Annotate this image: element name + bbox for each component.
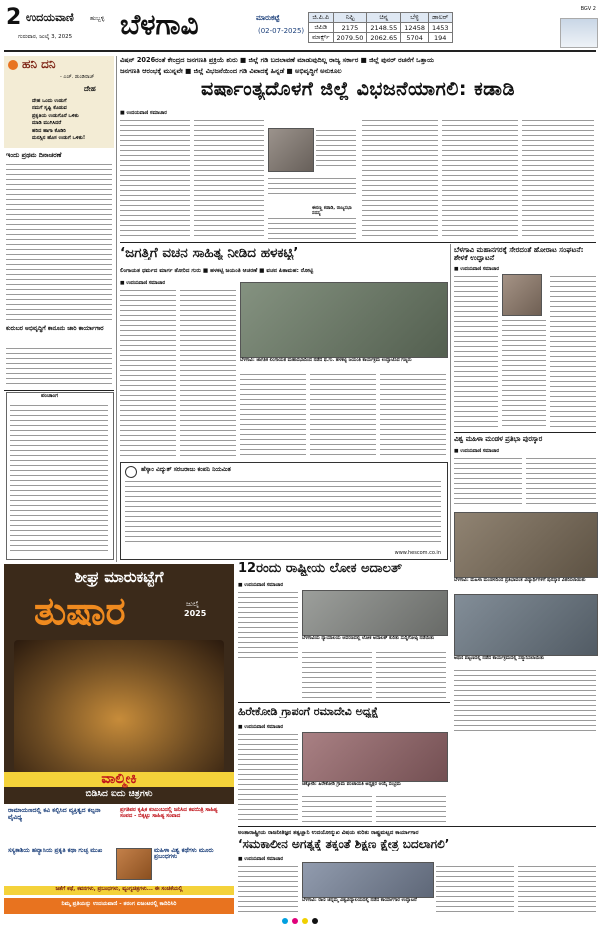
vishwa-col-2 — [526, 456, 596, 508]
lok-adalat-col-3 — [376, 650, 446, 700]
page-number: 2 — [6, 5, 22, 30]
lok-adalat-byline: ■ ಉದಯವಾಣಿ ಸಮಾಚಾರ — [238, 583, 284, 588]
mkt-cell: 1453 — [428, 23, 452, 33]
hirekodi-col-3 — [376, 794, 446, 822]
mkt-cell: ನಿಫ್ಟಿ — [333, 13, 367, 23]
notice-body — [125, 479, 441, 545]
hirekodi-photo — [302, 732, 448, 782]
vishwa-photo-2 — [454, 594, 598, 656]
honey-dani-box — [4, 56, 114, 148]
lead-col-3a — [268, 176, 356, 196]
panchanga-box — [6, 392, 114, 560]
mkt-cell: ಡಾಲರ್ — [428, 13, 452, 23]
poem-line: ಮಾಡಿ ಮುಗಿಸಿದರೆ — [32, 120, 62, 127]
edition-tag: ಹುಬ್ಬಳ್ಳಿ — [90, 15, 105, 22]
lok-adalat-caption: ಬೆಳಗಾವಿಯ ನ್ಯಾಯಾಲಯ ಆವರಣದಲ್ಲಿ ಲೋಕ ಅದಾಲತ್ ಕುರಿತು ಸುದ್ದಿಗೋಷ್ಠಿ ನಡೆಯಿತು — [302, 636, 435, 641]
lead-col-6 — [522, 118, 594, 240]
story2-col-4 — [310, 372, 376, 458]
ad-strip: ಜತೆಗೆ ಕಥೆ, ಕವನಗಳು, ಪ್ರಬಂಧಗಳು, ವ್ಯಂಗ್ಯಚಿತ್ರಗಳು... ಈ ಸಂಚಿಕೆಯಲ್ಲಿ — [4, 886, 234, 895]
story2-col-2 — [180, 288, 236, 458]
tender-notice — [120, 462, 448, 560]
vishwa-tail — [454, 668, 596, 732]
honey-icon — [8, 60, 18, 70]
date-line: ಗುರುವಾರ, ಜುಲೈ 3, 2025 — [18, 34, 73, 40]
mkt-cell: 2079.50 — [333, 33, 367, 43]
hirekodi-col-2 — [302, 794, 372, 822]
notice-org: ಹೆಸ್ಕಾಂ ವಿದ್ಯುತ್ ಸರಬರಾಜು ಕಂಪನಿ ನಿಯಮಿತ — [141, 466, 231, 473]
lead-col-4 — [362, 118, 438, 240]
market-label: ಮಾರುಕಟ್ಟೆ — [256, 14, 280, 22]
story2-col-3 — [240, 372, 306, 458]
masthead — [4, 6, 596, 50]
lead-kicker — [120, 56, 596, 76]
vishwa-caption-1: ಬೆಳಗಾವಿ: ಮಹಿಳಾ ಮಂಡಳದಿಂದ ಪ್ರತಿಭಾವಂತ ವಿದ್ಯಾರ್ಥಿಗಳಿಗೆ ಪುರಸ್ಕಾರ ವಿತರಿಸಲಾಯಿತು — [454, 578, 586, 583]
ad-thumb — [116, 848, 152, 880]
story2-photo — [240, 282, 448, 358]
ad-illustration — [14, 640, 224, 772]
story2-headline: ‘ಜಗತ್ತಿಗೆ ವಚನ ಸಾಹಿತ್ಯ ನೀಡಿದ ಹಳಕಟ್ಟಿ’ — [120, 246, 299, 261]
panchanga-title: ಪಂಚಾಂಗ — [41, 393, 59, 399]
mkt-cell: 2148.55 — [367, 23, 401, 33]
hirekodi-col-1 — [238, 732, 298, 822]
notice-website: www.hescom.co.in — [394, 550, 441, 556]
poem-title: ದೇಹ — [84, 85, 96, 93]
lok-adalat-headline: 12ರಂದು ರಾಷ್ಟ್ರೀಯ ಲೋಕ ಅದಾಲತ್ — [238, 562, 403, 576]
registration-marks — [170, 918, 430, 924]
ad-brand: ತುಷಾರ — [34, 589, 126, 633]
today-title: ಇಂದು ಪ್ರಥಮ ದಿನಾಚರಣೆ — [6, 151, 62, 159]
story2-caption: ಬೆಳಗಾವಿ: ಜಾಗತಿಕ ಲಿಂಗಾಯತ ಮಹಾಸಭಾದಿಂದ ನಡೆದ ಫ.ಗು. ಹಳಕಟ್ಟಿ ಜಯಂತಿ ಕಾರ್ಯಕ್ರಮ ಉದ್ಘಾಟಿಸಿದ ಗಣ್ಯರು — [240, 358, 412, 363]
mkt-cell: 5704 — [401, 33, 429, 43]
lok-adalat-col-2 — [302, 650, 372, 700]
education-col-1 — [238, 864, 298, 916]
ad-year: 2025 — [184, 609, 207, 618]
hirekodi-byline: ■ ಉದಯವಾಣಿ ಸಮಾಚಾರ — [238, 725, 284, 730]
education-headline: ‘ಸಮಕಾಲೀನ ಅಗತ್ಯಕ್ಕೆ ತಕ್ಕಂತೆ ಶಿಕ್ಷಣ ಕ್ಷೇತ್ರ ಬದಲಾಗಲಿ’ — [238, 838, 450, 851]
market-table — [308, 12, 453, 43]
tushara-advert — [4, 564, 234, 914]
sidebar-story2-body — [6, 346, 112, 386]
hirekodi-caption: ಚಿಕ್ಕೋಡಿ: ಹಿರೇಕೋಡಿ ಗ್ರಾಮ ಪಂಚಾಯತಿ ಅಧ್ಯಕ್ಷರ ಆಯ್ಕೆ ಸಂಭ್ರಮ — [302, 782, 401, 787]
story2-col-1 — [120, 288, 176, 458]
city-title: ಬೆಳಗಾವಿ — [120, 8, 199, 41]
poem-line: ದೇಹ ಒಂದು ಉಡುಗೆ — [32, 98, 67, 104]
lead-byline: ■ ಉದಯವಾಣಿ ಸಮಾಚಾರ — [120, 110, 167, 116]
poem-line: ಹರಿದ ಹಾಗಾ ಕೊಡಿರಿ — [32, 127, 66, 134]
ad-item-1: ರಾಮಾಯಣದಲ್ಲಿ ಕವಿ ಕಲ್ಪಿಸಿದ ವ್ಯಕ್ತಿತ್ವದ ಕಲ್ಪನಾ ವೈವಿಧ್ಯ — [8, 807, 101, 821]
education-caption: ಬೆಳಗಾವಿ: ರಾಣಿ ಚನ್ನಮ್ಮ ವಿಶ್ವವಿದ್ಯಾಲಯದಲ್ಲಿ ನಡೆದ ಕಾರ್ಯಾಗಾರ ಉದ್ಘಾಟನೆ — [302, 898, 417, 903]
lok-adalat-photo — [302, 590, 448, 636]
ad-top-line: ಶೀಘ್ರ ಮಾರುಕಟ್ಟೆಗೆ — [74, 568, 164, 586]
ad-month: ಜುಲೈ — [186, 600, 199, 608]
mkt-cell: ಚಿನ್ನ — [367, 13, 401, 23]
lok-adalat-col-1 — [238, 590, 298, 662]
ad-item-3: ಸಸ್ಯಕಾಶಿಯ ಹವ್ಯಾಸಿಯ ಪ್ರಕೃತಿ ಕಥಾ ಗುಚ್ಛ ಮುಖ — [8, 847, 103, 854]
lead-pullquote — [316, 128, 356, 170]
mkt-cell: 12458 — [401, 23, 429, 33]
mkt-cell: 2175 — [333, 23, 367, 33]
vishwa-photo-1 — [454, 512, 598, 578]
hirekodi-headline: ಹಿರೇಕೋಡಿ ಗ್ರಾಪಂಗೆ ರಮಾದೇವಿ ಅಧ್ಯಕ್ಷೆ — [238, 706, 379, 718]
today-body — [6, 162, 112, 322]
lead-col-5 — [442, 118, 518, 240]
ad-item-4: ಮಹಿಳಾ ವಿಶ್ವ ಕಥೆಗಳು ಮೂರು ಪ್ರಬಂಧಗಳು — [154, 847, 214, 861]
story3-col-2 — [502, 318, 546, 430]
market-date: (02-07-2025) — [258, 27, 305, 35]
story2-col-5 — [380, 372, 446, 458]
story3-byline: ■ ಉದಯವಾಣಿ ಸಮಾಚಾರ — [454, 267, 500, 272]
mkt-cell: ಜಿಪಿಡಿ — [309, 23, 334, 33]
story3-photo — [502, 274, 542, 316]
lead-photo — [268, 128, 314, 172]
story3-col-3 — [550, 274, 596, 430]
lead-col-3b — [268, 216, 356, 240]
story2-subhead: ಲಿಂಗಾಯತ ಧರ್ಮದ ಮಾರ್ಗ ತೋರಿದ ಗುರು ■ ಹಳಕಟ್ಟಿ ಜಯಂತಿ ಆಚರಣೆ ■ ವಚನ ಪಿತಾಮಹ: ರೋಟ್ಟಿ — [120, 268, 314, 274]
mkt-cell: ಮಾರ್ಕ್ಸ್ — [309, 33, 334, 43]
poem-text — [32, 98, 112, 142]
bgv-tag: BGV 2 — [580, 6, 596, 12]
vishwa-col-1 — [454, 456, 522, 508]
lead-col-2 — [194, 118, 264, 240]
mkt-cell: 2062.65 — [367, 33, 401, 43]
masthead-graphic — [560, 18, 598, 48]
story2-byline: ■ ಉದಯವಾಣಿ ಸಮಾಚಾರ — [120, 281, 166, 286]
vishwa-caption-2: ಅಥಣಿ ಪಟ್ಟಣದಲ್ಲಿ ನಡೆದ ಕಾರ್ಯಕ್ರಮದಲ್ಲಿ ಸನ್ಮಾನಿಸಲಾಯಿತು — [454, 656, 544, 661]
ad-footer: ನಿಮ್ಮ ಪ್ರತಿಯನ್ನು ಉದಯವಾಣಿ - ತರಂಗ ಏಜಂಟರಲ್ಲಿ ಕಾದಿರಿಸಿರಿ — [4, 898, 234, 914]
lead-kicker-line: ಜನಗಣತಿ ಆರಂಭಕ್ಕೆ ಮುನ್ನವೇ ■ ಜಿಲ್ಲೆ ವಿಭಜನೆಯಿಂದ ಗಡಿ ವಿವಾದಕ್ಕೆ ಹಿನ್ನಡೆ ■ ಅಭಿವೃದ್ಧಿಗೆ ಅನುಕೂಲ — [120, 67, 342, 75]
poem-line: ಪ್ರಕೃತಿಯ ಉಡುಗೊರೆ ಒಳಿತು — [32, 112, 79, 119]
education-col-2 — [436, 864, 514, 916]
honey-byline: - ಎಚ್. ಡುಂಡಿರಾಜ್ — [60, 74, 95, 80]
mkt-cell: ಜಿ.ಪಿ.ಪಿ — [309, 13, 334, 23]
sidebar-story2-title: ಕುರುಬರ ಅಭಿವೃದ್ಧಿಗೆ ಕಾನೂನು ಜಾರಿ ಕಾರ್ಯಾಗಾರ — [6, 325, 104, 332]
lead-kicker-line: ವಿಷನ್ 2026ರಂತೆ ಕೇಂದ್ರದ ಜನಗಣತಿ ಪ್ರಕ್ರಿಯೆ ಶುರು ■ ಜಿಲ್ಲೆ ಗಡಿ ಬದಲಾವಣೆ ಮಾಡುವುದಿಲ್ಲ ರಾಜ್ಯ ಸರ್ಕಾರ ■ ಜಿಲ್ಲೆ ಪುನರ್ ರಚನೆಗೆ ಒತ್ತಾಯ — [120, 56, 435, 64]
education-col-3 — [518, 864, 596, 916]
ad-feature-sub: ಬಿಡಿಸಿದ ಐದು ಚಿತ್ರಗಳು — [85, 789, 153, 799]
ad-item-2: ಪ್ರಗತಿಪರ ಕೃಷಿಕ ಕುಟುಂಬದಲ್ಲಿ ಜನಿಸಿದ ಕವಯಿತ್ರಿ ಸಾಹಿತ್ಯ ಸಂಪದ - ಬಿಕ್ಕಟ್ಟು ಸಾಹಿತ್ಯ ಸಂವಾದ — [120, 807, 218, 819]
story3-headline: ಬೆಳಗಾವಿ ಮಹಾನಗರಕ್ಕೆ ಸೇರದಂತೆ ಹೋರಾಟ ಸಂಘಟನೆ: ಶೇಳಕೆ ಉದ್ಘಾಟನೆ — [454, 245, 584, 262]
mkt-cell: ಬೆಳ್ಳಿ — [401, 13, 429, 23]
honey-title: ಹನಿ ದನಿ — [22, 57, 56, 71]
poem-line: ಮನಸ್ಸಿನ ಹೊಸ ಉಡುಗೆ ಒಳಿತು! — [32, 135, 86, 142]
lead-photo-caption: ಈರಣ್ಣ ಕಡಾಡಿ, ರಾಜ್ಯಸಭಾ ಸದಸ್ಯ — [312, 206, 352, 217]
lead-headline: ವರ್ಷಾಂತ್ಯದೊಳಗೆ ಜಿಲ್ಲೆ ವಿಭಜನೆಯಾಗಲಿ: ಕಡಾಡಿ — [201, 80, 515, 100]
paper-name: ಉದಯವಾಣಿ — [26, 11, 74, 24]
vishwa-byline: ■ ಉದಯವಾಣಿ ಸಮಾಚಾರ — [454, 449, 500, 454]
education-byline: ■ ಉದಯವಾಣಿ ಸಮಾಚಾರ — [238, 857, 284, 862]
panchanga-body — [10, 403, 108, 555]
education-photo — [302, 862, 434, 898]
notice-logo — [125, 466, 137, 478]
vishwa-headline: ವಿಶ್ವ ಮಹಿಳಾ ಮಂಡಳ ಪ್ರತಿಭಾ ಪುರಸ್ಕಾರ — [454, 435, 543, 443]
ad-feature-title: ವಾಲ್ಮೀಕಿ — [4, 772, 234, 787]
market-box — [252, 12, 558, 48]
poem-line: ನಮಗೆ ಸೃಷ್ಟಿ ಕೊಡುವ — [32, 105, 67, 112]
story3-col-1 — [454, 274, 498, 430]
lead-col-1 — [120, 118, 190, 240]
mkt-cell: 194 — [428, 33, 452, 43]
education-kicker-visible: ಅಂತಾರಾಷ್ಟ್ರೀಯ ರಾಜನೀತಿಜ್ಞನ ತತ್ವಜ್ಞಾನಿ ಉದಯೋನ್ಮುಖ ವಿಷಯ ಕುರಿತು ರಾಷ್ಟ್ರಮಟ್ಟದ ಕಾರ್ಯಾಗಾರ — [238, 830, 419, 836]
